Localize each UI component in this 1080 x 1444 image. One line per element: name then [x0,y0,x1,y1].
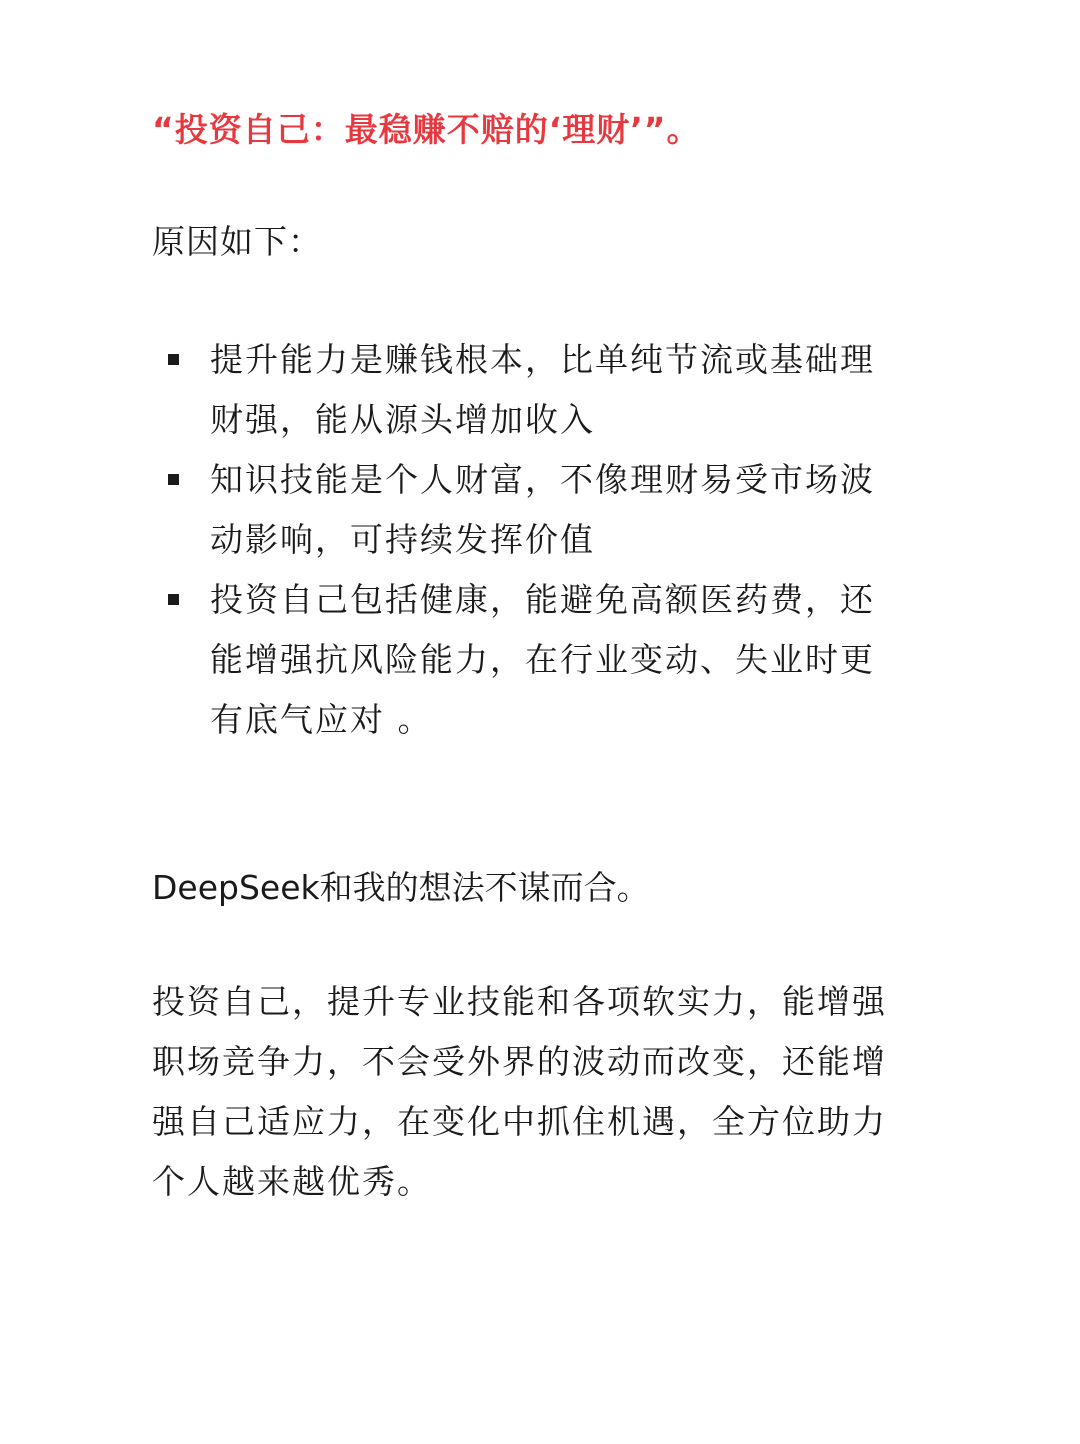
list-item-line: 财强，能从源头增加收入 [210,400,595,439]
deepseek-paragraph: DeepSeek和我的想法不谋而合。 [152,868,650,907]
paragraph-line: 强自己适应力，在变化中抓住机遇，全方位助力 [152,1102,887,1141]
intro-text: 原因如下： [152,222,322,261]
list-item-line: 能增强抗风险能力，在行业变动、失业时更 [210,640,875,679]
square-bullet-icon [168,474,179,485]
list-item [164,450,944,570]
list-item [164,570,944,750]
list-item-line: 投资自己包括健康，能避免高额医药费，还 [210,580,875,619]
square-bullet-icon [168,354,179,365]
list-item-line: 动影响，可持续发挥价值 [210,520,595,559]
reasons-list [164,330,944,750]
square-bullet-icon [168,594,179,605]
conclusion-paragraph [152,972,942,1212]
paragraph-line: 个人越来越优秀。 [152,1162,432,1201]
paragraph-line: 职场竞争力，不会受外界的波动而改变，还能增 [152,1042,887,1081]
list-item-line: 有底气应对 。 [210,700,433,739]
list-item [164,330,944,450]
headline: “投资自己：最稳赚不赔的‘理财’”。 [152,110,701,149]
list-item-line: 提升能力是赚钱根本，比单纯节流或基础理 [210,340,875,379]
list-item-line: 知识技能是个人财富，不像理财易受市场波 [210,460,875,499]
paragraph-line: 投资自己，提升专业技能和各项软实力，能增强 [152,982,887,1021]
